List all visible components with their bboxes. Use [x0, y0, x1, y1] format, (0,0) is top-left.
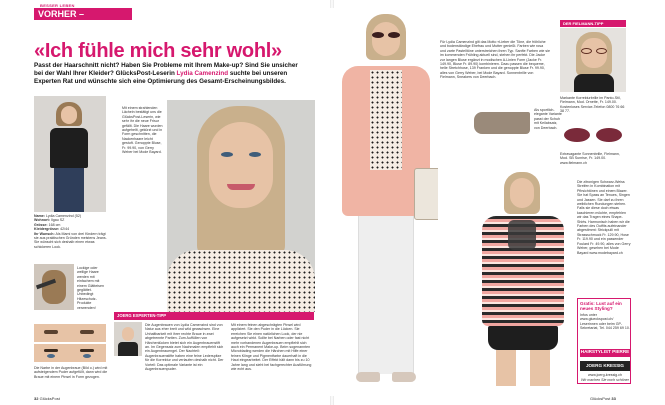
eyes-caption: Die Narbe in der Augenbraue (Bild o.) wird mit aufsteigendem Puder aufgefüllt, dann wird die Braue mit einem Pinsel in Form gezogen. [34, 366, 108, 379]
ad-title: Gratis: Lust auf ein neues Styling? [580, 301, 622, 312]
height-label: Grösse: [34, 222, 48, 227]
profile-name: Lydia Camenzind (52) [46, 214, 82, 218]
eye-photo-after [34, 344, 106, 362]
sunglasses-photo [562, 126, 624, 144]
after-face-photo [167, 100, 315, 312]
face-caption: Mit einem strahlenden Lächeln bestätigt uns die GlücksPost-Leserin, wie sehr ihr die neue Frisur gefällt. Die Haare wurden aufgehellt, gekürzt und in Form geschnitten, die Nackenhaare leicht gestuft. Genoppte Bluse, Fr. 99.90, von Gerry Weber bei Mode Bayard. [122, 106, 163, 155]
profile-wish: Als Mami von drei Kindern trägt sie aus praktischen Gründen meistens Jeans. Sie wünscht sich deshalb einen etwas schickeren Look. [34, 231, 107, 249]
lead-name: Lydia Camenzind [176, 70, 229, 77]
fielmann-glasses-portrait [560, 28, 626, 92]
striped-caption: Die zitronigen Schwarz-Weiss Streifen in Kombination mit Pfirsichtönen und einem Blazer. Sie hat Spass an Tenues, Singen und Jassen. Sie darf zu ihren weiblichen Rundungen stehen. Falls sie diese doch etwas kaschieren möchte, empfehlen wir das Tragen eines Shape-Shirts. Harmonisch haben wir die Farben des Outfits aufeinander abgestimmt: Strickpulli mit Strassschmuck Fr. 129.90, Hose Fr. 119.90 und ein passender Foulard Fr. 49.90, alles von Gerry Weber, gesehen bei Mode Bayard www.modebayard.ch [577, 180, 631, 255]
logo-hairstylist-pierre: HAIRSTYLIST PIERRE [580, 349, 630, 357]
footer-right [590, 396, 616, 401]
size-label: Kleidergrösse: [34, 227, 60, 232]
page-number-right: 33 [611, 396, 616, 401]
before-photo [34, 96, 106, 212]
profile-residence: Ilgau SZ [50, 218, 65, 223]
expert-tip-col2: Mit einem feinen abgeschrägten Pinsel wird appliziert. Sie den Puder in die Lücken. Sie erreichen Sie einen natürlichen Look, der nie aufgesetzt wirkt. Sollte bei Narben oder fast nicht mehr vorhandenen Augenbrauen empfiehlt sich auch ein Permanent Make-up. Beim sogenannten Microblading werden die Härchen mit Hilfe einer feinen Klinge und Pigmentfarbe dauerhaft in die Haut eingearbeitet. Der Effekt hält dann bis zu 10 Jahre lang und sieht bei fachgerechter Ausführung wie echt aus. [231, 323, 312, 372]
ad-url[interactable]: www.joerg-kressig.ch [588, 373, 622, 377]
profile-box [34, 214, 108, 249]
profile-height: 168 cm [48, 222, 61, 227]
striped-outfit-photo [474, 170, 574, 388]
section-label: BESSER LEBEN [40, 3, 75, 8]
fielmann-sunglasses-caption: Extravagante Sonnenbrille, Fielmann, Mod. SB Sunrise, Fr. 149.00. www.fielmann.ch [560, 152, 620, 165]
name-label: Name: [34, 214, 45, 218]
expert-tip-col1: Die Augenbrauen von Lydia Camenzind sind von Natur aus eher breit und wild gewachsen. Eine Unhaltbarkeit mit ihrer rechte Braue in zwei abgetrennte Partien. Zum Auffüllen von Härchenlücken bietet sich ein Augenbrauenstift an. Im Gegensatz zum Nachmalen empfiehlt sich ein Augenbrauengel. Der Nachteil: Augenbrauenstifte haben eine feine Lederspitze für die Korrektur und verlaufen deshalb nicht. Der Vorteil: Das optimale Variante ist ein Augenbrauenpuder. [145, 323, 224, 372]
headline: «Ich fühle mich sehr wohl» [34, 40, 282, 62]
fielmann-tip-heading: DER FIELMANN-TIPP [560, 20, 626, 27]
styling-ad-box [577, 298, 631, 384]
ad-tagline: Wir machen Sie noch schöner [581, 378, 629, 382]
wedge-shoe-photo [474, 112, 530, 134]
hair-caption: Lockige oder wellige Haare werden mit einfachem mit einem Glätteisen geglättet. Unbedingt Hitzeschutz-Produkte verwenden! [77, 266, 104, 310]
expert-portrait [114, 322, 142, 356]
expert-tip-heading: JOERG EXPERTEN-TIPP [114, 312, 314, 320]
wish-label: Ihr Wunsch: [34, 231, 55, 236]
page-number-left: 32 [34, 396, 39, 401]
footer-brand-left: GlücksPost [39, 396, 60, 401]
shoe-caption: Als sportlich-elegante Variante passt der Schuh mit Keilabsatz, von Deerbach. [534, 108, 562, 130]
fielmann-glasses-caption: Markante Korrekturbrille im Panto-Stil, Fielmann, Mod. Ornette, Fr. 149.00. Kostenloses Service-Telefon 0800 76 66 38 77. [560, 96, 625, 114]
footer-brand-right: GlücksPost [590, 396, 611, 401]
lead-text-1: Passt der Haarschnitt nicht? Haben Sie Probleme mit Ihrem Make-up? Sind Sie unsicher bei der Wahl Ihrer Kleider? GlücksPost-Leserin [34, 62, 298, 77]
hair-photo [34, 264, 74, 310]
residence-label: Wohnort: [34, 218, 50, 223]
outfit-caption: Für Lydia Camenzind gilt das Motto «Lieber die Töne, die fröhliche und bodenständige Ehefrau und Mutter genießt. Farben wie rosa und zarte Pastelltöne unterstreichen ihren Typ. Sanfte Farben wie sie im kommenden Frühling aktuell sind, stehen ihr perfekt. Die Jacke zur langen Bluse ergänzt in modischen A-Linien Form (Jacke Fr. 149.90, Bluse Fr. 89.90) kombinieren. Dazu passen die bequeme, helle Stretchhose, 139 Franken und die genoppte Bluse Fr. 99.90, alles von Gerry Weber, bei Mode Bayard. Sonnenbrille von Fielmann, Sneakers von Deerbach. [440, 40, 551, 80]
logo-joerg-kressig: JOERG KRESSIG [580, 361, 630, 371]
profile-size: 42/44 [60, 227, 70, 232]
footer-left [34, 396, 60, 401]
lead-text-2: suchte bei unseren Experten Rat und wünschte sich eine Optimierung des Gesamt-Erscheinungsbildes. [34, 70, 288, 85]
ad-body: Infos unter www.glueckspost.ch/ Leserinnen oder beim GP-Sekretariat, Tel. 044 259 69 10. [580, 313, 630, 331]
outfit-photo [318, 8, 438, 396]
eye-photo-before [34, 324, 106, 342]
lead-paragraph [34, 62, 306, 86]
section-title-bar: VORHER – NACHHER [34, 8, 132, 20]
